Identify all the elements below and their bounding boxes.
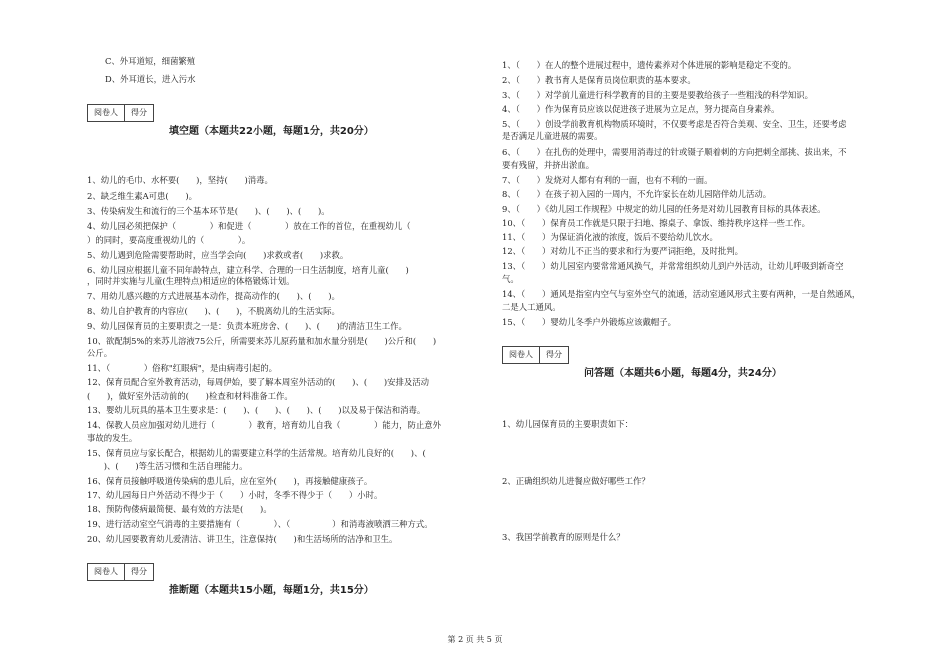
judge-line: 13、（ ）幼儿园室内要常常通风换气，并常常组织幼儿到户外活动，让幼儿呼吸到新奇空	[502, 261, 844, 271]
judge-line: 气。	[502, 274, 519, 284]
fill-line: ，同时并实施与儿童(生理特点)相适应的体格锻炼计划。	[87, 276, 295, 286]
judge-line: 二是人工通风。	[502, 302, 561, 312]
fill-line: 20、幼儿园要教育幼儿爱清洁、讲卫生，注意保持( )和生活场所的洁净和卫生。	[87, 534, 398, 544]
judge-line: 1、（ ）在人的整个进展过程中，遗传素养对个体进展的影响是稳定不变的。	[502, 60, 797, 70]
fill-line: 4、幼儿园必须把保护（ ）和促进（ ）放在工作的首位，在重视幼儿（	[87, 221, 411, 231]
fill-line: 14、保教人员应加强对幼儿进行（ ）教育，培育幼儿自我（ ）能力，防止意外	[87, 420, 442, 430]
judge-line: 10、（ ）保育员工作就是只限于扫地、擦桌子、拿饭、维持秩序这样一些工作。	[502, 218, 810, 228]
score-box	[87, 563, 154, 581]
fill-line: 7、用幼儿感兴趣的方式进展基本动作，提高动作的( )、( )。	[87, 291, 340, 301]
fill-line: 12、保育员配合室外教育活动，每周伊始，要了解本周室外活动的( )、( )安排及活动	[87, 377, 429, 387]
score-box	[87, 104, 154, 122]
option-d: D、外耳道长，进入污水	[105, 74, 196, 84]
fill-line: 16、保育员接触呼吸道传染病的患儿后，应在室外( )，再接触健康孩子。	[87, 476, 373, 486]
fill-line: 5、幼儿遇到危险需要帮助时，应当学会向( )求救或者( )求救。	[87, 250, 349, 260]
score-box-reviewer: 阅卷人	[88, 105, 125, 121]
score-box-reviewer: 阅卷人	[88, 564, 125, 580]
judge-line: 要有残留，并挤出淤血。	[502, 160, 595, 170]
fill-line: 事故的发生。	[87, 433, 138, 443]
score-box-score: 得分	[131, 567, 147, 576]
fill-line: 17、幼儿园每日户外活动不得少于（ ）小时，冬季不得少于（ ）小时。	[87, 490, 383, 500]
judge-line: 9、（ ）《幼儿园工作规程》中规定的幼儿园的任务是对幼儿园教育目标的具体表述。	[502, 204, 826, 214]
judge-line: 3、（ ）对学前儿童进行科学教育的目的主要是要教给孩子一些粗浅的科学知识。	[502, 90, 814, 100]
fill-line: 13、婴幼儿玩具的基本卫生要求是：( )、( )、( )、( )以及易于保洁和消毒。	[87, 405, 426, 415]
fill-line: 2、缺乏维生素A可患( )。	[87, 191, 198, 201]
qa-line: 3、我国学前教育的原则是什么？	[502, 532, 625, 542]
fill-line: 15、保育员应与家长配合，根据幼儿的需要建立科学的生活常规。培育幼儿良好的( )、(	[87, 448, 426, 458]
fill-section-title: 填空题（本题共22小题，每题1分，共20分）	[169, 126, 374, 137]
fill-line: 9、幼儿园保育员的主要职责之一是：负责本班房舍、( )、( )的清洁卫生工作。	[87, 321, 407, 331]
judge-section-title: 推断题（本题共15小题，每题1分，共15分）	[169, 585, 374, 596]
fill-line: 公斤。	[87, 348, 113, 358]
judge-line: 8、（ ）在孩子初入园的一周内，不允许家长在幼儿园陪伴幼儿活动。	[502, 189, 772, 199]
fill-line: 3、传染病发生和流行的三个基本环节是( )、( )、( )。	[87, 206, 330, 216]
fill-line: 19、进行活动室空气消毒的主要措施有（ ）、（ ）和消毒液喷洒三种方式。	[87, 519, 433, 529]
fill-line: 18、预防佝偻病最简便、最有效的方法是( )。	[87, 504, 272, 514]
judge-line: 15、（ ）婴幼儿冬季户外锻炼应该戴帽子。	[502, 317, 676, 327]
judge-line: 2、（ ）教书育人是保育员岗位职责的基本要求。	[502, 75, 696, 85]
option-c: C、外耳道短，细菌繁殖	[105, 56, 196, 66]
qa-line: 2、正确组织幼儿进餐应做好哪些工作？	[502, 476, 650, 486]
score-box-score: 得分	[131, 108, 147, 117]
judge-line: 14、（ ）通风是指室内空气与室外空气的流通，活动室通风形式主要有两种，一是自然通风，	[502, 289, 861, 299]
score-box	[502, 346, 569, 364]
fill-line: 10、欲配制5%的来苏儿溶液75公斤，所需要来苏儿原药量和加水量分别是( )公斤和( )	[87, 336, 437, 346]
judge-line: 11、（ ）为保证消化液的浓度，饭后不要给幼儿饮水。	[502, 232, 718, 242]
judge-line: 5、（ ）创设学前教育机构物质环境时，不仅要考虑是否符合美观、安全、卫生，还要考虑	[502, 119, 847, 129]
fill-line: 8、幼儿自护教育的内容应( )、( )，不脱离幼儿的生活实际。	[87, 306, 340, 316]
judge-line: 7、（ ）发烧对人都有有利的一面，也有不利的一面。	[502, 175, 713, 185]
fill-line: 1、幼儿的毛巾、水杯要( )，坚持( )消毒。	[87, 175, 273, 185]
judge-line: 是否满足儿童进展的需要。	[502, 131, 603, 141]
judge-line: 6、（ ）在扎伤的处理中，需要用消毒过的针或镊子顺着刺的方向把刺全部挑、拔出来，不	[502, 147, 847, 157]
judge-line: 12、（ ）对幼儿不正当的要求和行为要严词拒绝，及时批判。	[502, 246, 743, 256]
score-box-score: 得分	[546, 350, 562, 359]
qa-section-title: 问答题（本题共6小题，每题4分，共24分）	[584, 368, 782, 379]
fill-line: )、( )等生活习惯和生活自理能力。	[87, 461, 248, 471]
page-footer: 第 2 页 共 5 页	[447, 635, 503, 644]
score-box-reviewer: 阅卷人	[503, 347, 540, 363]
fill-line: 11、（ ）俗称"红眼病"，是由病毒引起的。	[87, 363, 278, 373]
qa-line: 1、幼儿园保育员的主要职责如下：	[502, 419, 633, 429]
fill-line: ）的同时，要高度重视幼儿的（ ）。	[87, 235, 251, 245]
fill-line: 6、幼儿园应根据儿童不同年龄特点，建立科学、合理的一日生活制度，培育儿童( )	[87, 265, 409, 275]
fill-line: ( )，做好室外活动前的( )检查和材料准备工作。	[87, 391, 293, 401]
judge-line: 4、（ ）作为保育员应该以促进孩子进展为立足点，努力提高自身素养。	[502, 104, 780, 114]
